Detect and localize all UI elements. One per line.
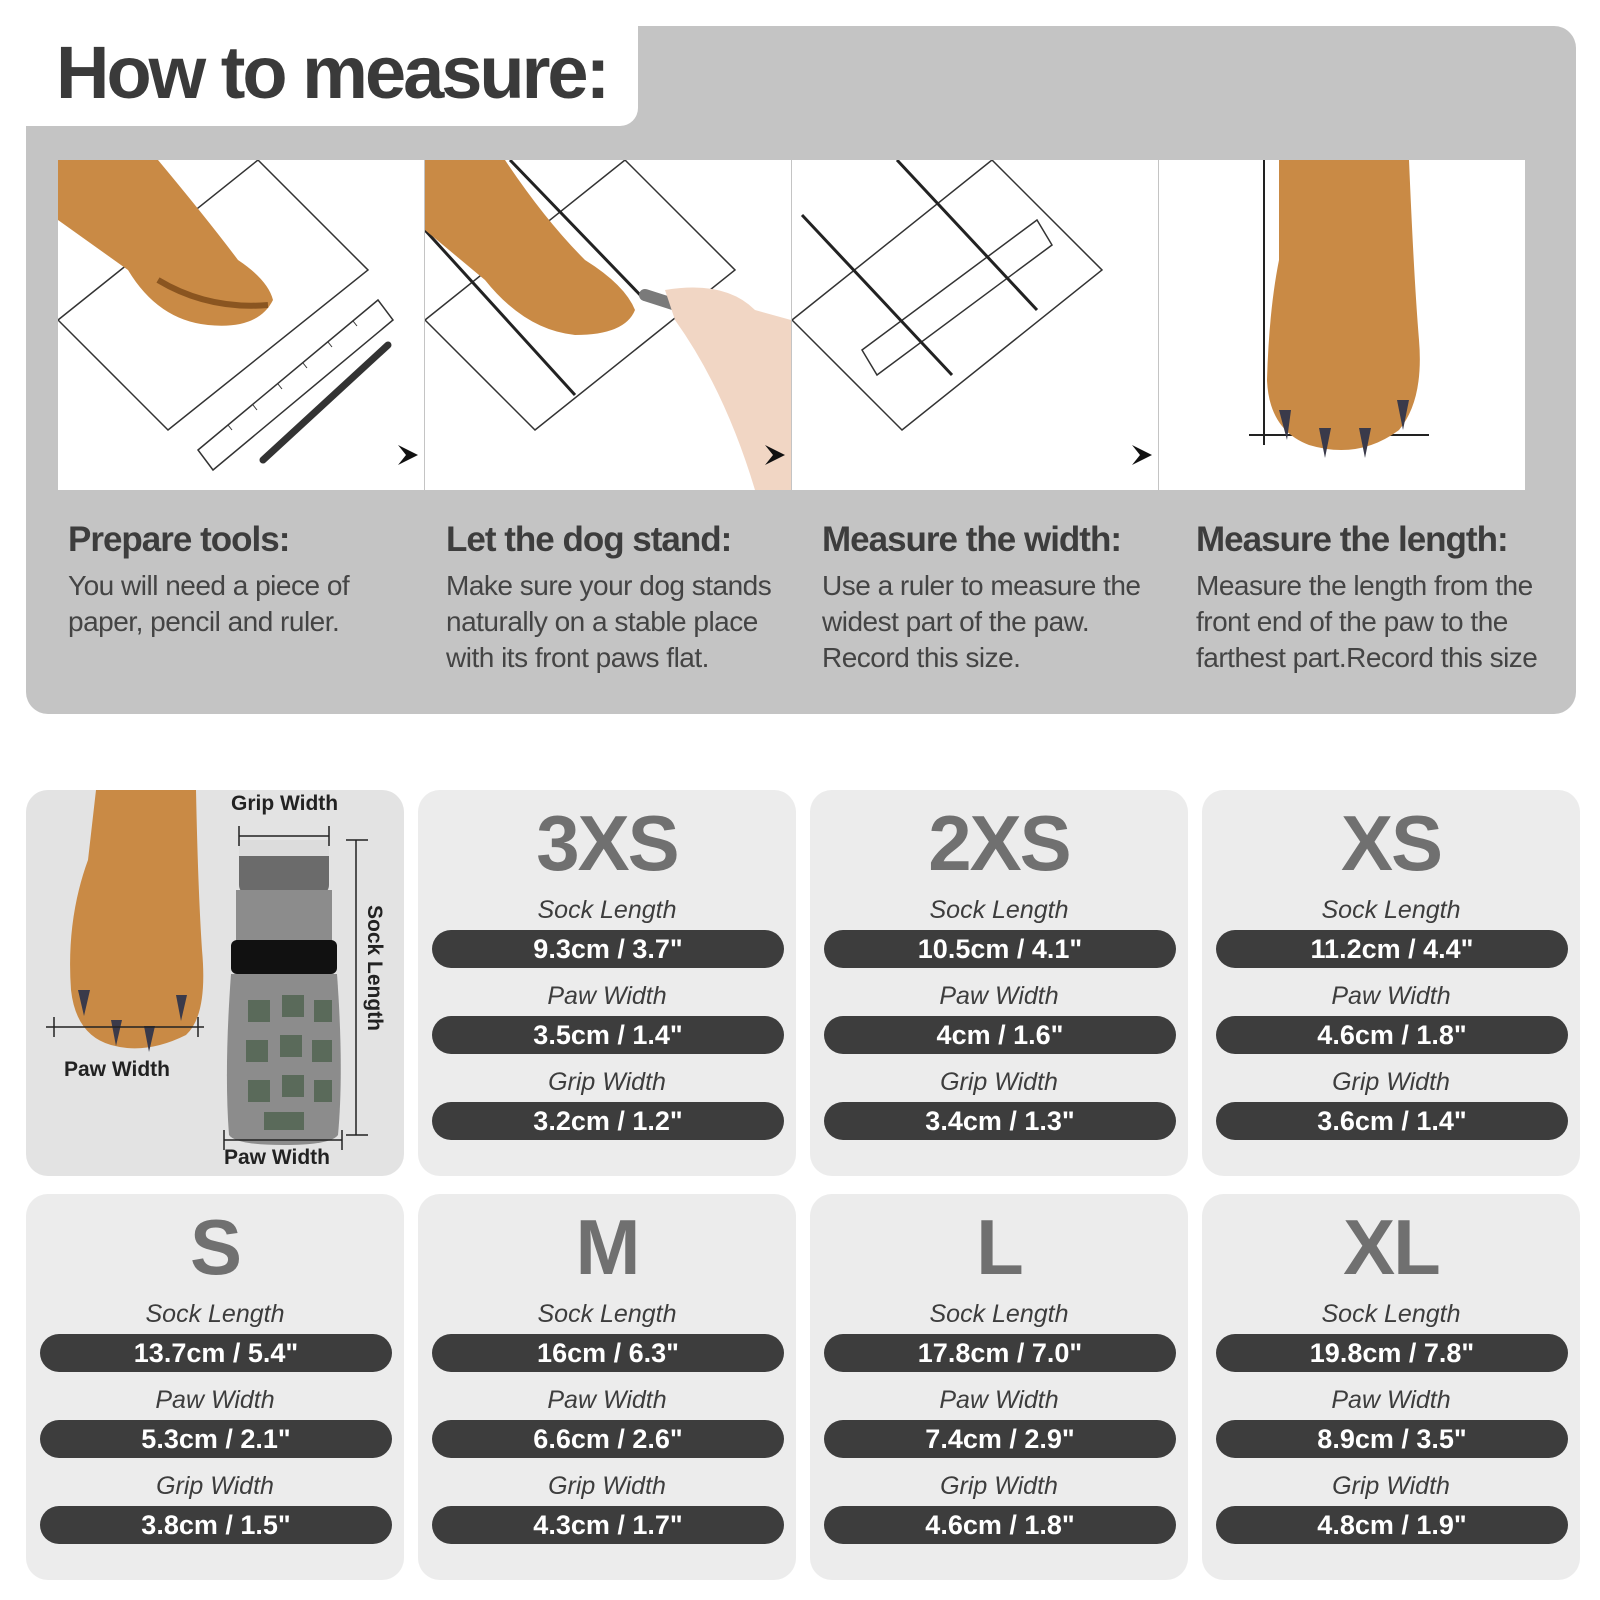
sock-length-field-label: Sock Length (1321, 1300, 1461, 1328)
sock-length-field-label: Sock Length (929, 1300, 1069, 1328)
size-card-xs (1202, 790, 1580, 1176)
size-label: S (189, 1203, 241, 1291)
paw-and-sock-drawing (26, 790, 404, 1176)
size-label: M (575, 1203, 639, 1291)
paw-width-field-label: Paw Width (547, 1386, 667, 1414)
grip-width-value: 3.4cm / 1.3" (824, 1102, 1176, 1140)
sock-length-value: 17.8cm / 7.0" (824, 1334, 1176, 1372)
paw-width-field-label: Paw Width (155, 1386, 275, 1414)
step-4-illustration (1159, 160, 1525, 490)
paw-width-value: 3.5cm / 1.4" (432, 1016, 784, 1054)
sock-length-value: 11.2cm / 4.4" (1216, 930, 1568, 968)
sock-length-value: 19.8cm / 7.8" (1216, 1334, 1568, 1372)
size-label: L (976, 1203, 1022, 1291)
step-3-illustration (792, 160, 1158, 490)
grip-width-value: 4.6cm / 1.8" (824, 1506, 1176, 1544)
grip-width-field-label: Grip Width (1332, 1068, 1450, 1096)
step-2-description: Make sure your dog stands naturally on a stable place with its front paws flat. (446, 570, 772, 673)
paw-width-label-left: Paw Width (64, 1058, 170, 1081)
size-card-2xs (810, 790, 1188, 1176)
paw-width-field-label: Paw Width (547, 982, 667, 1010)
step-1-illustration (58, 160, 424, 490)
sock-length-field-label: Sock Length (929, 896, 1069, 924)
paw-width-field-label: Paw Width (1331, 1386, 1451, 1414)
sock-length-field-label: Sock Length (145, 1300, 285, 1328)
size-label: 3XS (536, 799, 678, 887)
step-2-heading: Let the dog stand: (446, 520, 732, 559)
grip-width-field-label: Grip Width (940, 1472, 1058, 1500)
step-1-heading: Prepare tools: (68, 520, 290, 559)
grip-width-value: 3.6cm / 1.4" (1216, 1102, 1568, 1140)
paw-width-value: 8.9cm / 3.5" (1216, 1420, 1568, 1458)
size-label: XL (1343, 1203, 1439, 1291)
sock-length-field-label: Sock Length (537, 1300, 677, 1328)
paw-width-field-label: Paw Width (939, 1386, 1059, 1414)
paw-width-value: 5.3cm / 2.1" (40, 1420, 392, 1458)
size-label: 2XS (928, 799, 1070, 887)
grip-width-field-label: Grip Width (940, 1068, 1058, 1096)
grip-width-value: 4.3cm / 1.7" (432, 1506, 784, 1544)
size-label: XS (1340, 799, 1442, 887)
sock-length-value: 13.7cm / 5.4" (40, 1334, 392, 1372)
sock-length-value: 10.5cm / 4.1" (824, 930, 1176, 968)
step-1-description: You will need a piece of paper, pencil and ruler. (68, 570, 350, 637)
size-card-3xs (418, 790, 796, 1176)
step-2-illustration (425, 160, 791, 490)
sock-length-value: 9.3cm / 3.7" (432, 930, 784, 968)
size-card-l (810, 1194, 1188, 1580)
size-card-m (418, 1194, 796, 1580)
grip-width-field-label: Grip Width (548, 1068, 666, 1096)
paw-width-value: 7.4cm / 2.9" (824, 1420, 1176, 1458)
paw-width-value: 6.6cm / 2.6" (432, 1420, 784, 1458)
grip-width-value: 4.8cm / 1.9" (1216, 1506, 1568, 1544)
paw-width-label-bottom: Paw Width (224, 1146, 330, 1169)
step-3-description: Use a ruler to measure the widest part of the paw. Record this size. (822, 570, 1141, 673)
sock-length-value: 16cm / 6.3" (432, 1334, 784, 1372)
paw-width-field-label: Paw Width (939, 982, 1059, 1010)
grip-width-field-label: Grip Width (1332, 1472, 1450, 1500)
grip-width-field-label: Grip Width (548, 1472, 666, 1500)
size-card-s (26, 1194, 404, 1580)
sock-length-field-label: Sock Length (537, 896, 677, 924)
grip-width-value: 3.8cm / 1.5" (40, 1506, 392, 1544)
size-card-xl (1202, 1194, 1580, 1580)
measurement-diagram (26, 790, 404, 1176)
grip-width-field-label: Grip Width (156, 1472, 274, 1500)
paw-width-field-label: Paw Width (1331, 982, 1451, 1010)
sock-length-label: Sock Length (363, 905, 386, 1032)
sock-length-field-label: Sock Length (1321, 896, 1461, 924)
page-title: How to measure: (56, 31, 608, 114)
paw-width-value: 4cm / 1.6" (824, 1016, 1176, 1054)
grip-width-label: Grip Width (231, 792, 339, 815)
paw-width-value: 4.6cm / 1.8" (1216, 1016, 1568, 1054)
grip-width-value: 3.2cm / 1.2" (432, 1102, 784, 1140)
step-4-description: Measure the length from the front end of the paw to the farthest part.Record this size (1196, 570, 1538, 673)
step-4-heading: Measure the length: (1196, 520, 1508, 559)
step-3-heading: Measure the width: (822, 520, 1121, 559)
